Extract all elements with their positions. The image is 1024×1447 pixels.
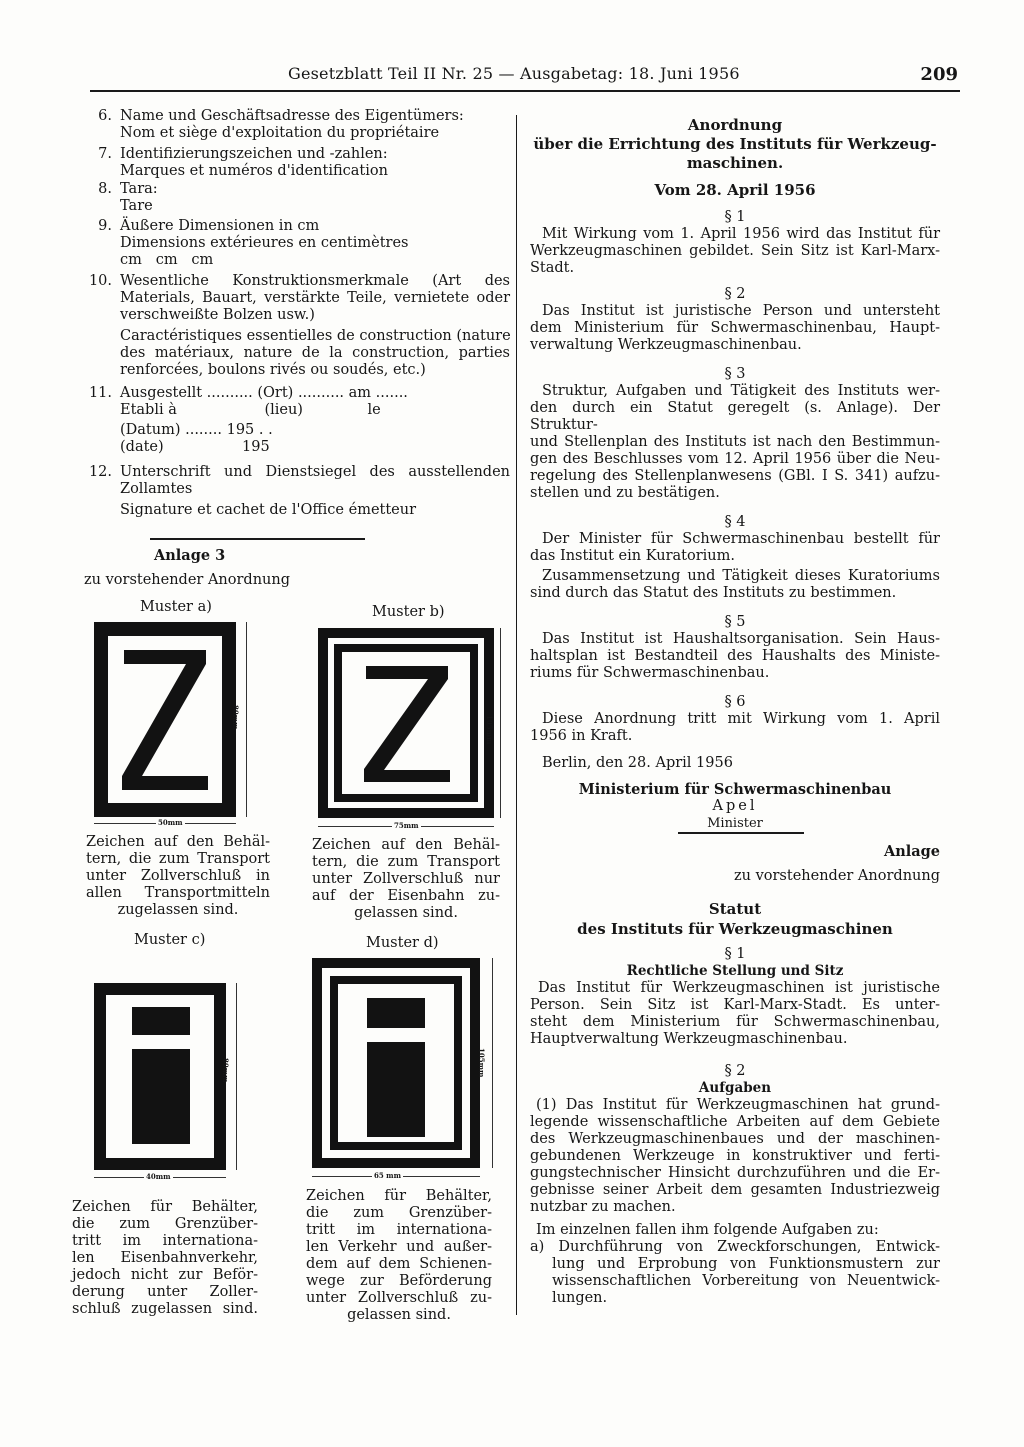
muster-c-width-dim: 40mm (146, 1172, 171, 1181)
anlage-subtitle: zu vorstehender Anordnung (733, 868, 940, 884)
header-rule (90, 90, 960, 92)
item-11: 11. Ausgestellt .......... (Ort) .......... am ....... Etabli à (lieu) le (Datum) ........ 195 . . (date) 195 (88, 385, 408, 455)
statut-title: Statut des Instituts für Werkzeugmaschinen (577, 900, 893, 938)
item-7-fr: Marques et numéros d'identification (120, 163, 388, 179)
muster-d-height-dim: 105mm (477, 1048, 486, 1078)
anlage3-subtitle: zu vorstehender Anordnung (84, 572, 291, 588)
z-letter-icon (342, 652, 470, 794)
item-12: 12. Unterschrift und Dienstsiegel des ausstellenden Zollamtes Signature et cachet de l'Office émetteur (88, 464, 510, 518)
section-6: § 6 Diese Anordnung tritt mit Wirkung vom 1. April 1956 in Kraft. (530, 694, 940, 744)
anlage-title: Anlage (883, 843, 940, 860)
signer: Apel (712, 798, 758, 814)
muster-d-label: Muster d) (366, 935, 439, 951)
i-stem-icon (367, 1042, 425, 1137)
muster-b-caption: Zeichen auf den Behäl- tern, die zum Transport unter Zollverschluß nur auf der Eisenbahn zu- gelassen sind. (312, 837, 500, 921)
page-header (90, 60, 960, 98)
muster-d-sign (312, 958, 480, 1168)
item-8-fr: Tare (120, 198, 153, 214)
muster-c-height-dim: 80mm (221, 1058, 230, 1083)
muster-c-caption: Zeichen für Behälter, die zum Grenzüber- tritt im internationa- len Eisenbahnverkehr, jedoch nicht zur Beför- derung unter Zoller- schluß zugelassen sind. (72, 1199, 258, 1317)
muster-b-height-line (500, 628, 501, 818)
item-9-units: cm cm cm (120, 252, 214, 268)
item-9: 9. Äußere Dimensionen in cm (98, 218, 320, 234)
anordnung-sections (530, 209, 940, 832)
place-date: Berlin, den 28. April 1956 (542, 755, 733, 771)
anordnung-title: Anordnung über die Errichtung des Instituts für Werkzeug- maschinen. (533, 116, 937, 172)
anordnung-date: Vom 28. April 1956 (654, 181, 816, 199)
z-letter-icon (108, 636, 222, 803)
muster-c-label: Muster c) (134, 932, 206, 948)
anlage-rule (678, 832, 804, 834)
muster-a-caption: Zeichen auf den Behäl- tern, die zum Transport unter Zollverschluß in allen Transportmitteln zugelassen sind. (86, 834, 270, 918)
header-title: Gesetzblatt Teil II Nr. 25 — Ausgabetag: 18. Juni 1956 (288, 64, 740, 83)
muster-a-height-line (246, 622, 247, 817)
i-dot-icon (367, 998, 425, 1028)
muster-d-width-dim: 65 mm (374, 1171, 401, 1180)
item-9-fr: Dimensions extérieures en centimètres (120, 235, 409, 251)
item-10: 10. Wesentliche Konstruktionsmerkmale (Art des Materials, Bauart, verstärkte Teile, vernietete oder verschweißte Bolzen usw.) Caractéristiques essentielles de construction (nature des matériaux, nature de la construction, parties renforcées, boulons rivés ou soudés, etc.) (88, 273, 511, 378)
section-1: § 1 Mit Wirkung vom 1. April 1956 wird das Institut für Werkzeugmaschinen gebildet. Sein Sitz ist Karl-Marx- Stadt. (530, 209, 940, 276)
muster-b-label: Muster b) (372, 604, 445, 620)
muster-a-label: Muster a) (140, 599, 212, 615)
i-stem-icon (132, 1049, 190, 1144)
muster-c-sign (94, 983, 226, 1170)
muster-b-sign (318, 628, 494, 818)
muster-a-height-dim: 80mm (231, 705, 240, 730)
item-6-fr: Nom et siège d'exploitation du propriétaire (120, 125, 440, 141)
statut-section-1: § 1 Rechtliche Stellung und Sitz Das Institut für Werkzeugmaschinen ist juristische Person. Sein Sitz ist Karl-Marx-Stadt. Es unter- steht dem Ministerium für Schwermaschinenbau, Hauptverwaltung Werkzeugmaschinenbau. (530, 946, 940, 1047)
muster-d-height-line (492, 958, 493, 1168)
column-divider (516, 115, 517, 1315)
page-number: 209 (920, 64, 958, 85)
anlage3-rule (150, 538, 365, 540)
section-4: § 4 Der Minister für Schwermaschinenbau bestellt für das Institut ein Kuratorium. Zusammensetzung und Tätigkeit dieses Kuratoriums sind durch das Statut des Instituts zu bestimmen. (530, 514, 940, 601)
item-7: 7. Identifizierungszeichen und -zahlen: (98, 146, 388, 162)
section-3: § 3 Struktur, Aufgaben und Tätigkeit des Instituts wer- den durch ein Statut geregelt (s. Anlage). Der Struktur- und Stellenplan des Instituts ist nach den Bestimmun- gen des Beschlusses vom 12. April 1956 über die Neu- regelung des Stellenplanwesens (GBl. I S. 341) aufzu- stellen und zu bestätigen. (530, 366, 940, 501)
form-items (84, 108, 510, 519)
muster-a-width-dim: 50mm (158, 818, 183, 827)
muster-b-height-dim: 105mm (485, 715, 494, 745)
section-5: § 5 Das Institut ist Haushaltsorganisation. Sein Haus- haltsplan ist Bestandteil des Haushalts des Ministe- riums für Schwermaschinenbau. (530, 614, 940, 681)
signer-title: Minister (707, 816, 763, 831)
ministry: Ministerium für Schwermaschinenbau (578, 781, 892, 798)
section-2: § 2 Das Institut ist juristische Person und untersteht dem Ministerium für Schwermaschinenbau, Haupt- verwaltung Werkzeugmaschinenbau. (530, 286, 940, 353)
item-6: 6. Name und Geschäftsadresse des Eigentümers: (98, 108, 464, 124)
i-dot-icon (132, 1007, 190, 1035)
muster-c-height-line (236, 983, 237, 1170)
muster-d-caption: Zeichen für Behälter, die zum Grenzüber- tritt im internationa- len Verkehr und außer- dem auf dem Schienen- wege zur Beförderung unter Zollverschluß zu- gelassen sind. (306, 1188, 492, 1323)
anlage3-title: Anlage 3 (154, 547, 226, 564)
item-8: 8. Tara: (98, 181, 158, 197)
muster-a-sign (94, 622, 236, 817)
statut-section-2: § 2 Aufgaben (1) Das Institut für Werkzeugmaschinen hat grund- legende wissenschaftliche Arbeiten auf dem Gebiete des Werkzeugmaschinenbaues und der maschinen- gebundenen Werkzeuge in konstruktiver und ferti- gungstechnischer Hinsicht durchzuführen und die Er- gebnisse seiner Arbeit dem gesamten Industriezweig nutzbar zu machen. Im einzelnen fallen ihm folgende Aufgaben zu: a) Durchführung von Zweckforschungen, Entwick- lung und Erprobung von Funktionsmustern zur wissenschaftlichen Vorbereitung von Neuentwick- lungen. (530, 1063, 940, 1306)
muster-b-width-dim: 75mm (394, 821, 419, 830)
